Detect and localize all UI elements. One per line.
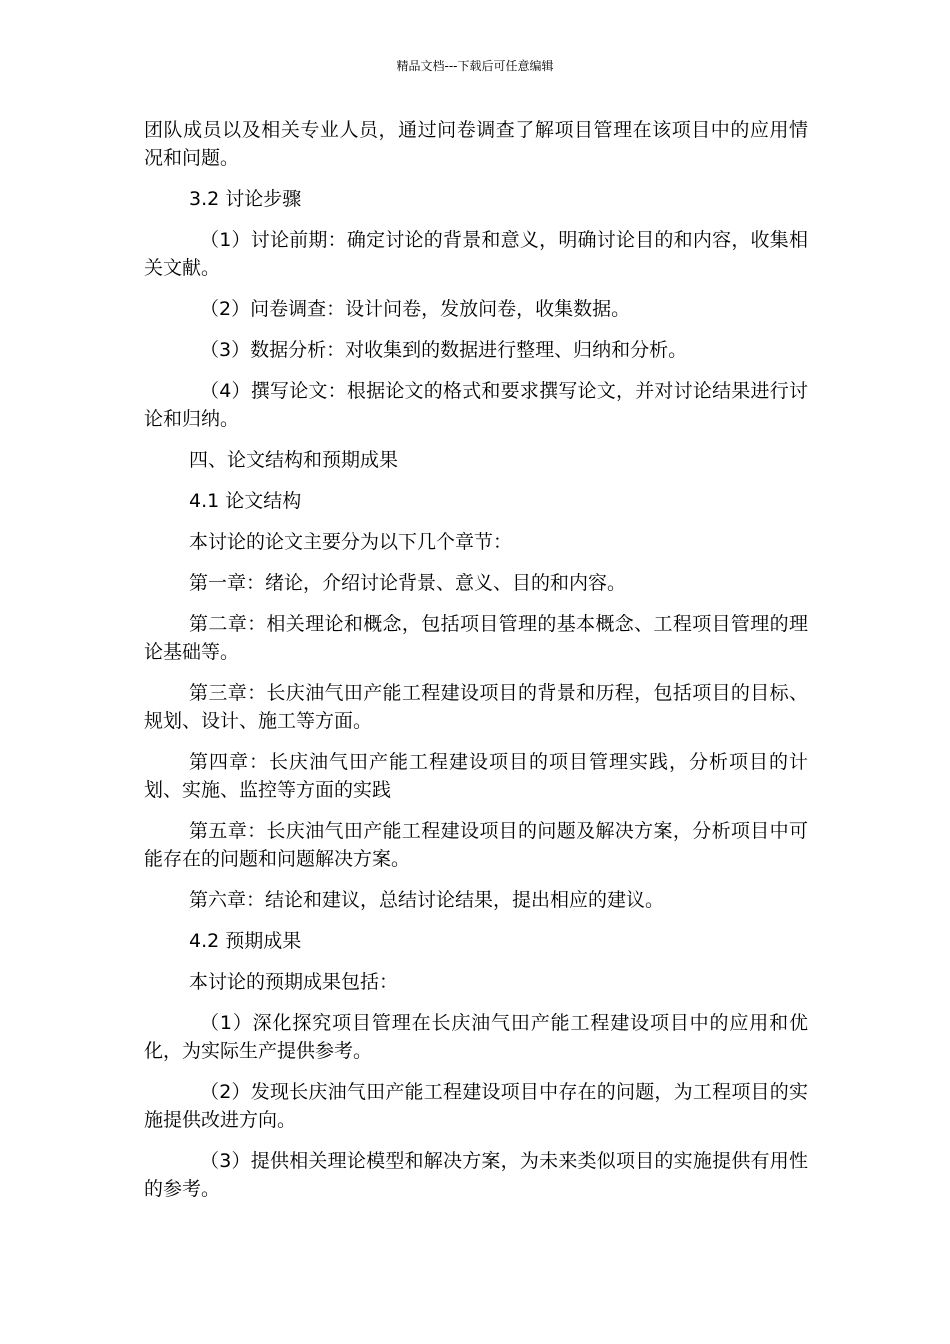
paragraph-intro-outcomes: 本讨论的预期成果包括： [189,971,399,993]
page-header: 精品文档---下载后可任意编辑 [396,59,554,73]
section-heading-4-2: 4.2 预期成果 [189,930,302,952]
list-item-outcome-2: （2）发现长庆油气田产能工程建设项目中存在的问题，为工程项目的实施提供改进方向。 [144,1081,808,1131]
list-item-step-1: （1）讨论前期：确定讨论的背景和意义，明确讨论目的和内容，收集相关文献。 [144,229,808,279]
chapter-3: 第三章：长庆油气田产能工程建设项目的背景和历程，包括项目的目标、规划、设计、施工等方面。 [144,682,808,732]
chapter-4: 第四章：长庆油气田产能工程建设项目的项目管理实践，分析项目的计划、实施、监控等方面的实践 [144,751,808,801]
document-body [144,116,808,1216]
chapter-1: 第一章：绪论，介绍讨论背景、意义、目的和内容。 [189,572,627,594]
paragraph-continuation: 团队成员以及相关专业人员，通过问卷调查了解项目管理在该项目中的应用情况和问题。 [144,119,808,169]
list-item-step-4: （4）撰写论文：根据论文的格式和要求撰写论文，并对讨论结果进行讨论和归纳。 [144,380,808,430]
list-item-step-3: （3）数据分析：对收集到的数据进行整理、归纳和分析。 [200,339,688,361]
section-heading-4-1: 4.1 论文结构 [189,490,302,512]
chapter-2: 第二章：相关理论和概念，包括项目管理的基本概念、工程项目管理的理论基础等。 [144,613,808,663]
list-item-outcome-3: （3）提供相关理论模型和解决方案，为未来类似项目的实施提供有用性的参考。 [144,1150,808,1200]
paragraph-intro-structure: 本讨论的论文主要分为以下几个章节： [189,531,513,553]
list-item-outcome-1: （1）深化探究项目管理在长庆油气田产能工程建设项目中的应用和优化，为实际生产提供参考。 [144,1012,808,1062]
chapter-5: 第五章：长庆油气田产能工程建设项目的问题及解决方案，分析项目中可能存在的问题和问题解决方案。 [144,820,808,870]
section-heading-4: 四、论文结构和预期成果 [189,449,399,471]
chapter-6: 第六章：结论和建议，总结讨论结果，提出相应的建议。 [189,889,665,911]
section-heading-3-2: 3.2 讨论步骤 [189,188,302,210]
list-item-step-2: （2）问卷调查：设计问卷，发放问卷，收集数据。 [200,298,631,320]
